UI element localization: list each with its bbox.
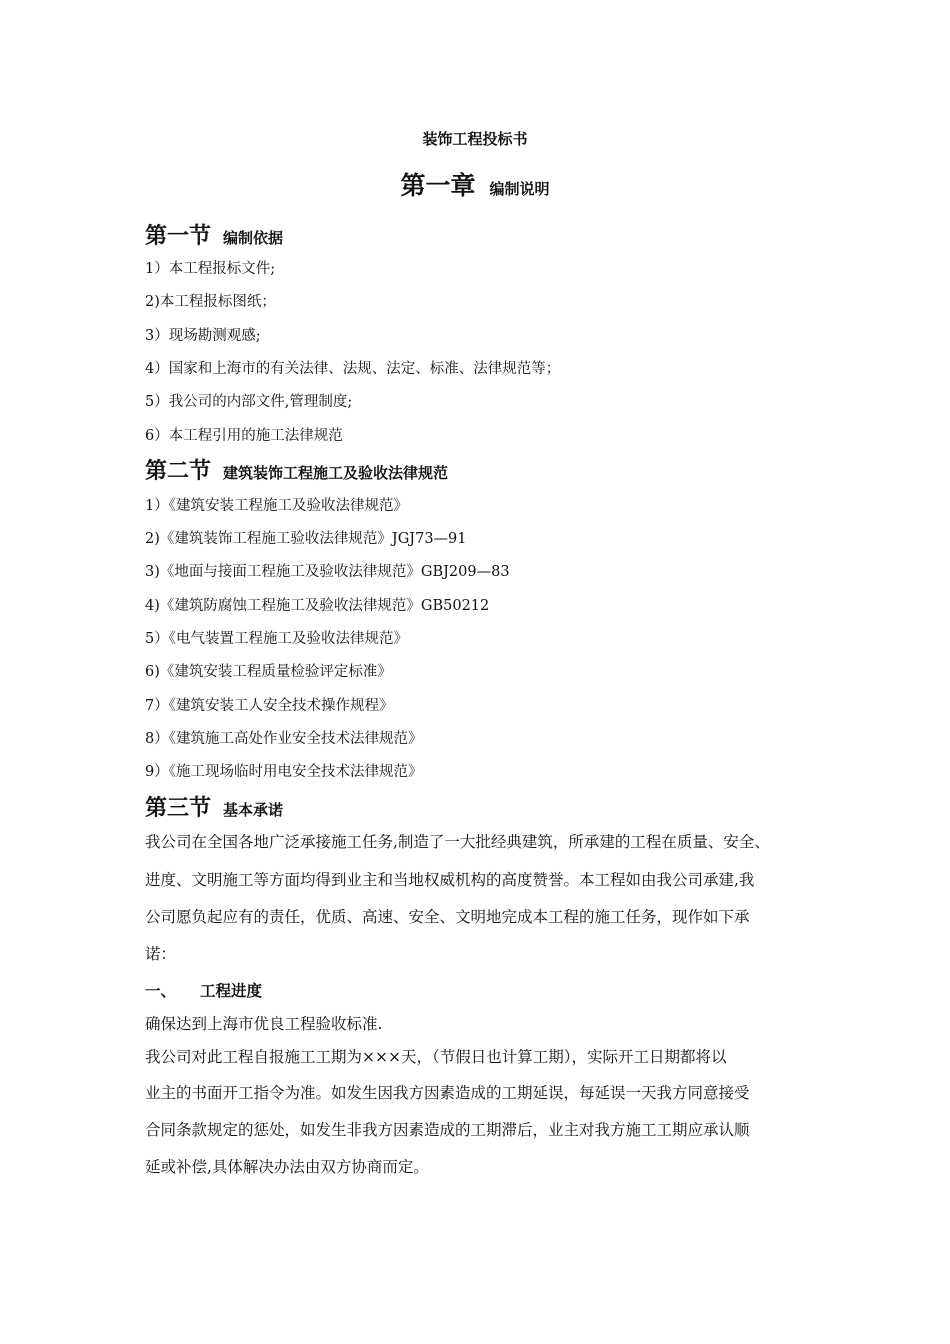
section-number: 第一节 [145, 224, 212, 249]
chapter-title: 编制说明 [489, 180, 550, 198]
paragraph-line: 我公司对此工程自报施工工期为×××天，（节假日也计算工期），实际开工日期都将以 [145, 1048, 727, 1066]
section-title: 编制依据 [223, 229, 284, 247]
subsection-title: 工程进度 [200, 982, 263, 1000]
chapter-heading [0, 166, 950, 202]
list-item: 6)《建筑安装工程质量检验评定标准》 [145, 664, 392, 680]
section-number: 第二节 [145, 459, 212, 484]
section-heading-2 [145, 454, 448, 485]
list-item: 1）本工程报标文件; [145, 261, 276, 277]
list-item: 2)本工程报标图纸； [145, 294, 276, 310]
chapter-number: 第一章 [400, 171, 476, 200]
subsection-heading [145, 979, 262, 1001]
section-heading-3 [145, 791, 283, 822]
list-item: 3)《地面与接面工程施工及验收法律规范》GBJ209—83 [145, 564, 510, 580]
list-item: 5）我公司的内部文件,管理制度; [145, 394, 353, 410]
paragraph-line: 确保达到上海市优良工程验收标准. [145, 1015, 383, 1033]
paragraph-line: 我公司在全国各地广泛承接施工任务,制造了一大批经典建筑，所承建的工程在质量、安全、 [145, 833, 770, 851]
section-title: 建筑装饰工程施工及验收法律规范 [223, 464, 449, 482]
subsection-number: 一、 [145, 982, 177, 1000]
paragraph-line: 进度、文明施工等方面均得到业主和当地权威机构的高度赞誉。本工程如由我公司承建,我 [145, 871, 755, 889]
paragraph-line: 合同条款规定的惩处，如发生非我方因素造成的工期滞后，业主对我方施工工期应承认顺 [145, 1121, 750, 1139]
list-item: 9）《施工现场临时用电安全技术法律规范》 [145, 764, 423, 780]
list-item: 1）《建筑安装工程施工及验收法律规范》 [145, 498, 408, 514]
section-number: 第三节 [145, 796, 212, 821]
list-item: 8）《建筑施工高处作业安全技术法律规范》 [145, 731, 423, 747]
document-title: 装饰工程投标书 [422, 130, 528, 148]
section-title: 基本承诺 [223, 801, 284, 819]
paragraph-line: 诺： [145, 945, 177, 963]
list-item: 4）国家和上海市的有关法律、法规、法定、标准、法律规范等； [145, 361, 561, 377]
list-item: 4)《建筑防腐蚀工程施工及验收法律规范》GB50212 [145, 598, 490, 614]
list-item: 7）《建筑安装工人安全技术操作规程》 [145, 698, 394, 714]
list-item: 2)《建筑装饰工程施工验收法律规范》JGJ73—91 [145, 531, 467, 547]
list-item: 3）现场勘测观感; [145, 328, 261, 344]
section-heading-1 [145, 219, 283, 250]
paragraph-line: 公司愿负起应有的责任，优质、高速、安全、文明地完成本工程的施工任务，现作如下承 [145, 908, 750, 926]
list-item: 5）《电气装置工程施工及验收法律规范》 [145, 631, 408, 647]
paragraph-line: 延或补偿,具体解决办法由双方协商而定。 [145, 1158, 429, 1176]
paragraph-line: 业主的书面开工指令为准。如发生因我方因素造成的工期延误，每延误一天我方同意接受 [145, 1084, 750, 1102]
list-item: 6）本工程引用的施工法律规范 [145, 428, 343, 444]
